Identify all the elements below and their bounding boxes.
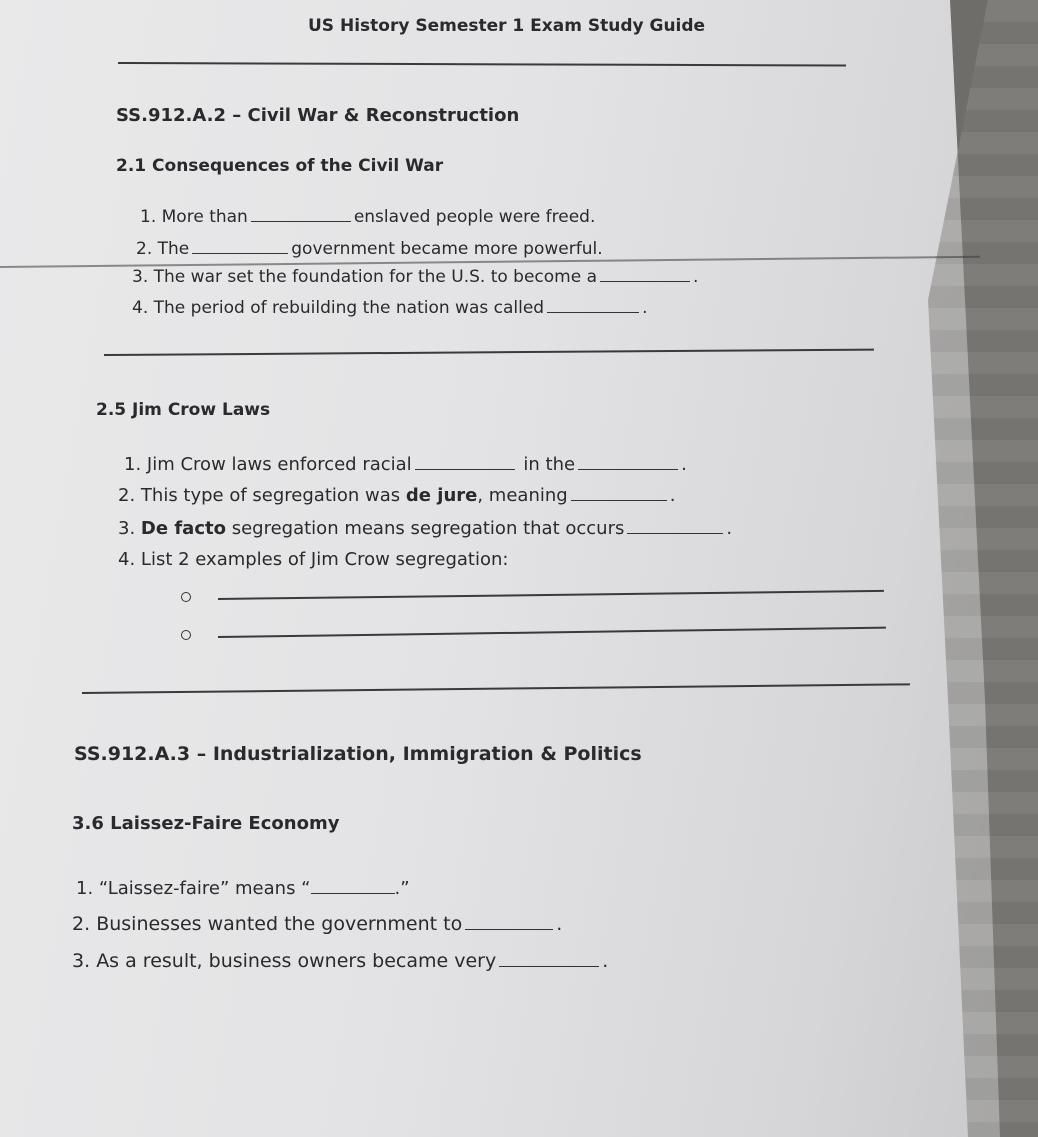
- answer-blank[interactable]: [311, 875, 395, 894]
- section-heading-3-6: 3.6 Laissez-Faire Economy: [72, 813, 340, 834]
- question-3-6-2: 2. Businesses wanted the government to .: [72, 910, 562, 934]
- question-2-1-3: 3. The war set the foundation for the U.S. to become a .: [132, 264, 698, 286]
- answer-blank[interactable]: [415, 451, 515, 470]
- answer-blank[interactable]: [547, 295, 639, 313]
- question-2-1-1: 1. More than enslaved people were freed.: [140, 204, 595, 226]
- page-title: US History Semester 1 Exam Study Guide: [308, 16, 706, 36]
- question-2-1-2: 2. The government became more powerful.: [136, 236, 603, 258]
- question-2-5-1: 1. Jim Crow laws enforced racial in the .: [124, 451, 687, 474]
- question-2-5-3: 3. De facto segregation means segregation that occurs .: [118, 515, 732, 538]
- answer-blank[interactable]: [251, 204, 351, 222]
- standard-heading-a2: SS.912.A.2 – Civil War & Reconstruction: [116, 105, 520, 126]
- answer-blank[interactable]: [571, 482, 667, 501]
- section-heading-2-1: 2.1 Consequences of the Civil War: [116, 156, 444, 176]
- bullet-point: [181, 630, 191, 640]
- answer-blank[interactable]: [192, 236, 288, 254]
- question-2-5-2: 2. This type of segregation was de jure, meaning .: [118, 482, 675, 505]
- bullet-point: [181, 592, 191, 602]
- question-3-6-3: 3. As a result, business owners became very .: [72, 947, 608, 971]
- standard-heading-a3: SS.912.A.3 – Industrialization, Immigration & Politics: [74, 743, 642, 765]
- answer-blank[interactable]: [578, 451, 678, 470]
- question-2-1-4: 4. The period of rebuilding the nation was called .: [132, 295, 648, 317]
- section-heading-2-5: 2.5 Jim Crow Laws: [96, 400, 271, 420]
- answer-blank[interactable]: [627, 515, 723, 534]
- question-2-5-4: 4. List 2 examples of Jim Crow segregation:: [118, 549, 509, 570]
- answer-blank[interactable]: [600, 264, 690, 282]
- answer-blank[interactable]: [499, 947, 599, 967]
- question-3-6-1: 1. “Laissez-faire” means “ .”: [76, 875, 410, 898]
- answer-blank[interactable]: [465, 910, 553, 930]
